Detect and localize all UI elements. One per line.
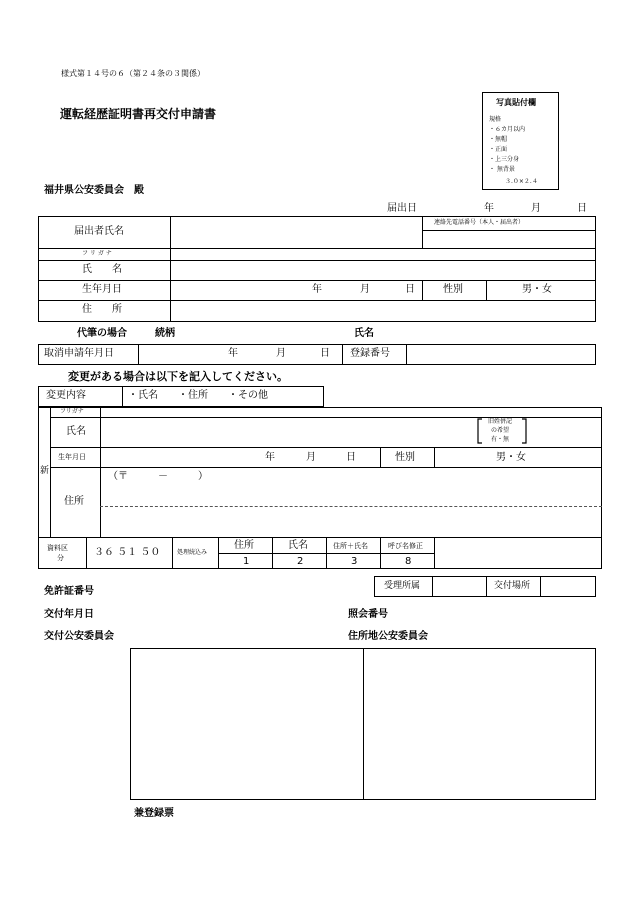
change-gender-label: 性別 <box>395 452 415 463</box>
birth-month: 月 <box>360 284 370 295</box>
cancel-month: 月 <box>276 348 286 359</box>
change-gender-options[interactable]: 男・女 <box>496 452 526 463</box>
addressee: 福井県公安委員会 殿 <box>44 185 144 196</box>
birth-year: 年 <box>312 284 322 295</box>
change-birth-day: 日 <box>346 452 356 463</box>
issuing-place-label: 交付場所 <box>494 581 531 591</box>
code-header: 氏名 <box>288 540 308 551</box>
proxy-label: 代筆の場合 <box>77 328 127 339</box>
registration-number-label: 登録番号 <box>350 348 390 359</box>
code-value[interactable]: 3 <box>351 556 358 567</box>
photo-spec-title: 規格 <box>489 116 502 123</box>
change-instruction: 変更がある場合は以下を記入してください。 <box>68 370 288 383</box>
shimei-label: 氏 名 <box>82 264 122 275</box>
change-birth-year: 年 <box>265 452 275 463</box>
change-type-label: 変更内容 <box>46 390 86 401</box>
photo-spec: ・ 無背景 <box>489 166 515 173</box>
photo-heading: 写真貼付欄 <box>496 98 536 107</box>
birth-day: 日 <box>405 284 415 295</box>
registration-number-field[interactable] <box>407 345 595 364</box>
issuing-place-field[interactable] <box>541 577 595 596</box>
receiving-office-field[interactable] <box>433 577 485 596</box>
cancel-year: 年 <box>228 348 238 359</box>
photo-spec: ・上三分身 <box>489 156 520 163</box>
old-surname-line: 旧姓併記 <box>488 418 513 425</box>
address-commission-stamp[interactable] <box>364 649 595 799</box>
footer-label: 兼登録票 <box>134 808 174 819</box>
data-class-value: ３６ ５１ ５０ <box>94 547 161 558</box>
change-address-field[interactable] <box>101 468 601 536</box>
shimei-field[interactable] <box>171 261 595 279</box>
change-name-label: 氏名 <box>66 426 86 437</box>
photo-size: ３.０×２.４ <box>505 178 538 185</box>
processed-label: 処理続込み <box>177 549 208 556</box>
license-number-label: 免許証番号 <box>44 586 94 597</box>
data-class-label: 分 <box>57 554 64 562</box>
data-class-label: 資料区 <box>47 544 68 552</box>
gender-options[interactable]: 男・女 <box>522 284 552 295</box>
phone-field[interactable] <box>423 231 595 247</box>
code-header: 住所＋氏名 <box>333 542 368 550</box>
furigana-field[interactable] <box>171 249 595 259</box>
proxy-relation-label: 続柄 <box>155 328 175 339</box>
photo-spec: ・無帽 <box>489 136 508 143</box>
date-year: 年 <box>484 203 494 214</box>
furigana-label: フ リ ガ ナ <box>82 250 112 257</box>
gender-label: 性別 <box>443 284 463 295</box>
photo-box <box>482 92 559 190</box>
old-surname-line: の希望 <box>491 427 510 434</box>
issuing-commission-stamp[interactable] <box>131 649 362 799</box>
new-info-marker: 新 <box>40 466 50 476</box>
code-value[interactable]: 1 <box>243 556 250 567</box>
phone-label: 連絡先電話番号（本人・届出者） <box>434 219 525 226</box>
code-value[interactable]: 2 <box>297 556 304 567</box>
change-address-label: 住所 <box>64 496 84 507</box>
photo-spec: ・６カ月以内 <box>489 126 526 133</box>
change-name-field[interactable] <box>101 418 475 446</box>
form-title: 運転経歴証明書再交付申請書 <box>60 107 217 121</box>
address-label: 住 所 <box>82 304 122 315</box>
form-reference: 様式第１４号の６（第２４条の３関係） <box>61 69 205 78</box>
applicant-name-label: 届出者氏名 <box>74 226 124 237</box>
photo-spec: ・正面 <box>489 146 508 153</box>
submission-date-label: 届出日 <box>387 203 417 214</box>
change-birth-month: 月 <box>306 452 316 463</box>
change-type-options[interactable]: ・氏名 ・住所 ・その他 <box>128 390 268 401</box>
applicant-name-field[interactable] <box>171 217 421 247</box>
birth-date-label: 生年月日 <box>82 284 122 295</box>
code-header: 住所 <box>234 540 254 551</box>
issue-date-label: 交付年月日 <box>44 609 94 620</box>
address-field[interactable] <box>171 301 595 321</box>
inquiry-number-label: 照会番号 <box>348 609 388 620</box>
old-surname-option[interactable] <box>476 417 528 445</box>
address-commission-label: 住所地公安委員会 <box>348 631 428 642</box>
code-value[interactable]: 8 <box>405 556 412 567</box>
change-birth-label: 生年月日 <box>58 453 86 461</box>
cancel-day: 日 <box>320 348 330 359</box>
postal-code-prefix: （〒 － ） <box>108 471 208 482</box>
date-day: 日 <box>577 203 587 214</box>
issuing-commission-label: 交付公安委員会 <box>44 631 114 642</box>
code-header: 呼び名修正 <box>388 542 423 550</box>
old-surname-line: 有・無 <box>491 436 510 443</box>
cancel-date-label: 取消申請年月日 <box>44 348 114 359</box>
date-month: 月 <box>531 203 541 214</box>
proxy-name-label: 氏名 <box>354 328 374 339</box>
receiving-office-label: 受理所属 <box>384 581 421 591</box>
change-furigana-label: フリガナ <box>60 408 84 415</box>
